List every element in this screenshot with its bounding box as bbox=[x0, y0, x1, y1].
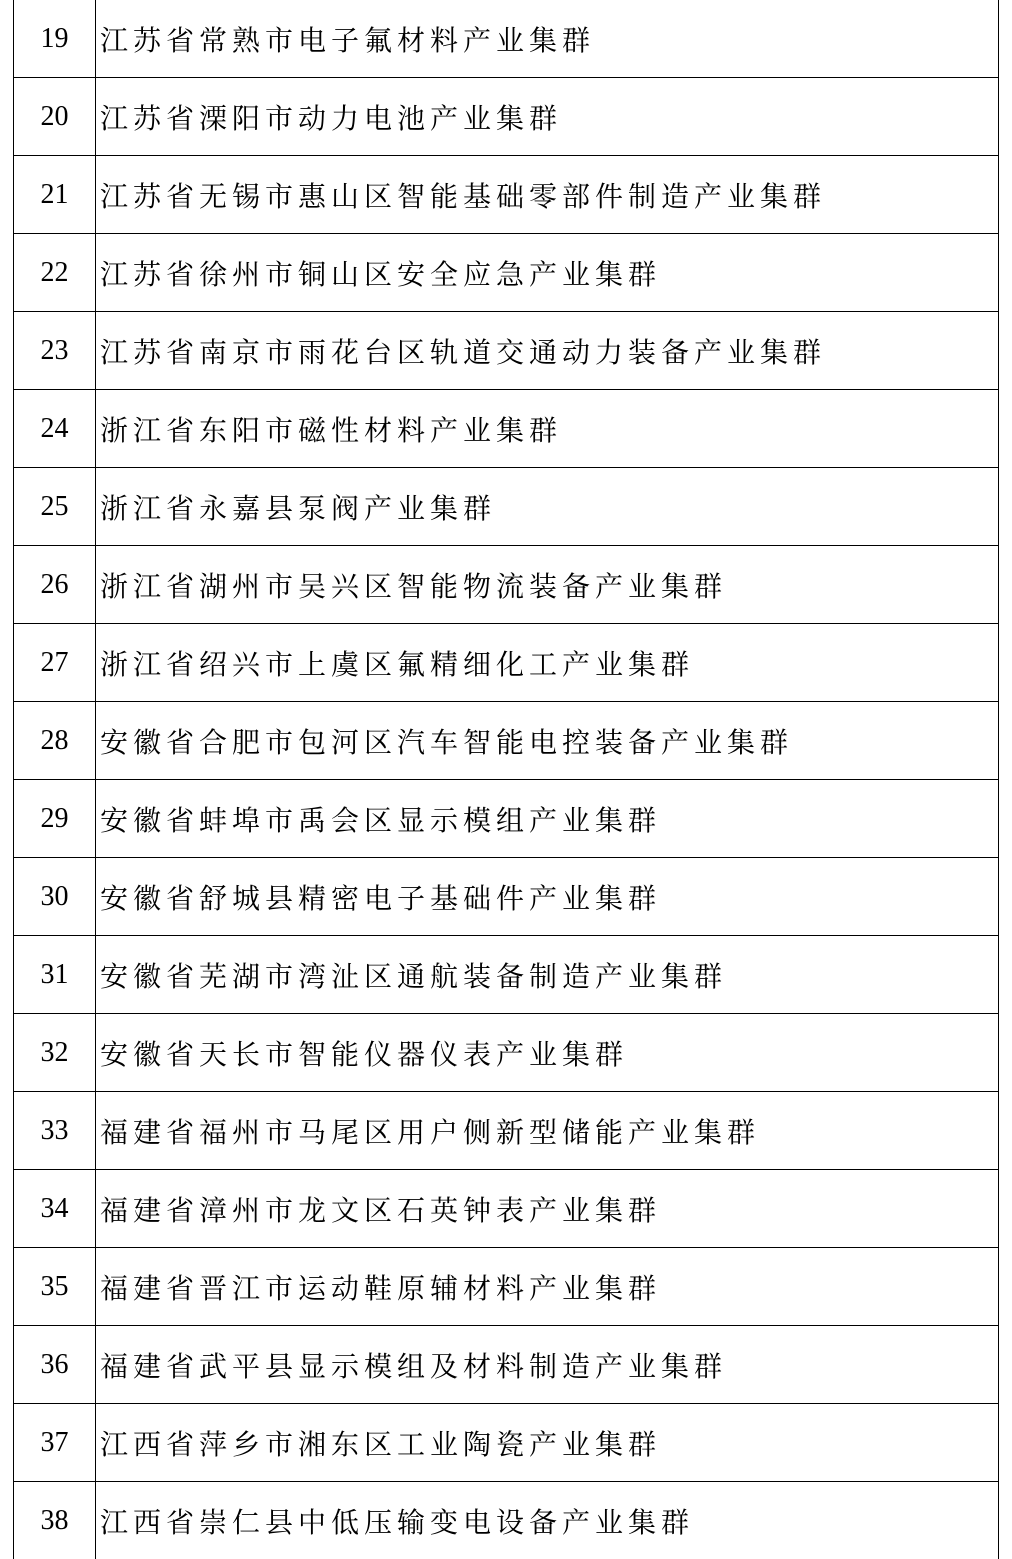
table-row bbox=[14, 1014, 999, 1092]
cluster-name: 安徽省芜湖市湾沚区通航装备制造产业集群 bbox=[96, 936, 999, 1014]
table-row bbox=[14, 780, 999, 858]
cluster-name: 江西省崇仁县中低压输变电设备产业集群 bbox=[96, 1482, 999, 1559]
table-row bbox=[14, 234, 999, 312]
row-number: 25 bbox=[14, 468, 96, 546]
cluster-name: 江苏省无锡市惠山区智能基础零部件制造产业集群 bbox=[96, 156, 999, 234]
row-number: 31 bbox=[14, 936, 96, 1014]
cluster-name: 江苏省常熟市电子氟材料产业集群 bbox=[96, 0, 999, 78]
row-number: 27 bbox=[14, 624, 96, 702]
table-row bbox=[14, 0, 999, 78]
table-row bbox=[14, 156, 999, 234]
row-number: 26 bbox=[14, 546, 96, 624]
cluster-name: 浙江省东阳市磁性材料产业集群 bbox=[96, 390, 999, 468]
table-row bbox=[14, 390, 999, 468]
cluster-name: 江苏省溧阳市动力电池产业集群 bbox=[96, 78, 999, 156]
table-row bbox=[14, 546, 999, 624]
table-row bbox=[14, 1170, 999, 1248]
row-number: 33 bbox=[14, 1092, 96, 1170]
table-row bbox=[14, 624, 999, 702]
cluster-name: 江苏省徐州市铜山区安全应急产业集群 bbox=[96, 234, 999, 312]
cluster-name: 浙江省湖州市吴兴区智能物流装备产业集群 bbox=[96, 546, 999, 624]
row-number: 34 bbox=[14, 1170, 96, 1248]
row-number: 35 bbox=[14, 1248, 96, 1326]
row-number: 28 bbox=[14, 702, 96, 780]
cluster-name: 福建省武平县显示模组及材料制造产业集群 bbox=[96, 1326, 999, 1404]
row-number: 24 bbox=[14, 390, 96, 468]
table-row bbox=[14, 1248, 999, 1326]
row-number: 38 bbox=[14, 1482, 96, 1559]
cluster-list-table bbox=[13, 0, 999, 1559]
row-number: 23 bbox=[14, 312, 96, 390]
row-number: 29 bbox=[14, 780, 96, 858]
cluster-name: 江西省萍乡市湘东区工业陶瓷产业集群 bbox=[96, 1404, 999, 1482]
row-number: 32 bbox=[14, 1014, 96, 1092]
table-row bbox=[14, 1092, 999, 1170]
cluster-list-table-wrapper bbox=[13, 0, 999, 1559]
table-row bbox=[14, 312, 999, 390]
cluster-name: 安徽省蚌埠市禹会区显示模组产业集群 bbox=[96, 780, 999, 858]
row-number: 36 bbox=[14, 1326, 96, 1404]
table-row bbox=[14, 468, 999, 546]
cluster-name: 江苏省南京市雨花台区轨道交通动力装备产业集群 bbox=[96, 312, 999, 390]
cluster-name: 安徽省天长市智能仪器仪表产业集群 bbox=[96, 1014, 999, 1092]
row-number: 37 bbox=[14, 1404, 96, 1482]
table-row bbox=[14, 1482, 999, 1559]
cluster-name: 浙江省永嘉县泵阀产业集群 bbox=[96, 468, 999, 546]
table-row bbox=[14, 702, 999, 780]
table-row bbox=[14, 936, 999, 1014]
table-row bbox=[14, 1326, 999, 1404]
table-row bbox=[14, 78, 999, 156]
row-number: 20 bbox=[14, 78, 96, 156]
cluster-name: 安徽省合肥市包河区汽车智能电控装备产业集群 bbox=[96, 702, 999, 780]
row-number: 30 bbox=[14, 858, 96, 936]
cluster-name: 福建省晋江市运动鞋原辅材料产业集群 bbox=[96, 1248, 999, 1326]
table-row bbox=[14, 1404, 999, 1482]
cluster-name: 安徽省舒城县精密电子基础件产业集群 bbox=[96, 858, 999, 936]
cluster-name: 福建省福州市马尾区用户侧新型储能产业集群 bbox=[96, 1092, 999, 1170]
row-number: 21 bbox=[14, 156, 96, 234]
row-number: 22 bbox=[14, 234, 96, 312]
cluster-name: 浙江省绍兴市上虞区氟精细化工产业集群 bbox=[96, 624, 999, 702]
table-row bbox=[14, 858, 999, 936]
row-number: 19 bbox=[14, 0, 96, 78]
cluster-name: 福建省漳州市龙文区石英钟表产业集群 bbox=[96, 1170, 999, 1248]
